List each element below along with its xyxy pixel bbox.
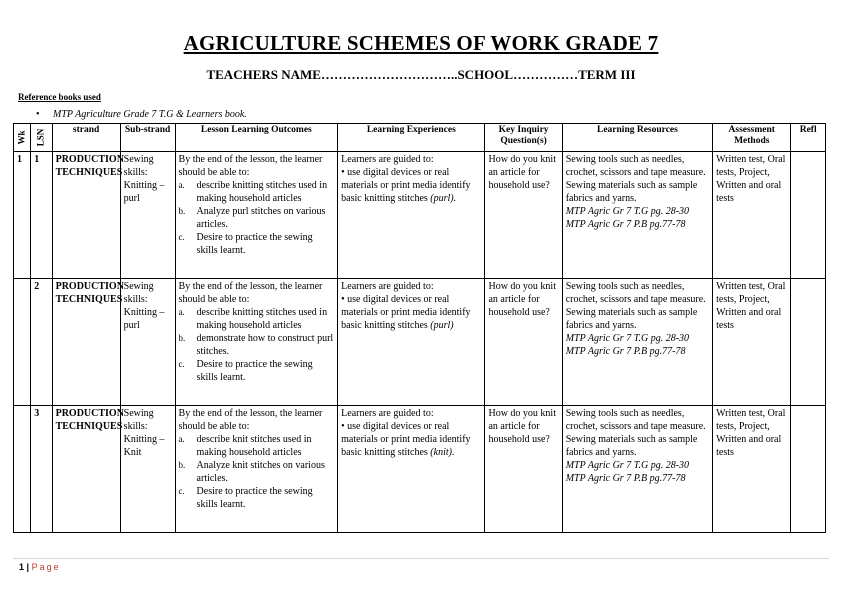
inquiry-cell: How do you knit an article for household use?: [485, 152, 562, 279]
outcome-item: b. Analyze knit stitches on various articles.: [178, 460, 325, 484]
week-cell: [14, 279, 31, 406]
sub-strand-cell: Sewing skills: Knitting –purl: [120, 152, 175, 279]
resources-text: Sewing tools such as needles, crochet, scissors and tape measure. Sewing materials such as sample fabrics and yarns.: [565, 281, 706, 331]
table-row: [14, 406, 826, 533]
header-learning-outcomes: Lesson Learning Outcomes: [175, 124, 338, 152]
experiences-stitch: (knit).: [430, 447, 455, 458]
footer-divider: [13, 558, 829, 559]
outcome-item: c. Desire to practice the sewing skills learnt.: [178, 232, 313, 256]
table-header-row: [14, 124, 826, 152]
outcome-item: c. Desire to practice the sewing skills learnt.: [178, 486, 313, 510]
outcomes-lead: By the end of the lesson, the learner should be able to:: [178, 154, 323, 178]
bullet-icon: •: [36, 109, 40, 120]
document-title: AGRICULTURE SCHEMES OF WORK GRADE 7: [183, 31, 659, 55]
week-cell: [14, 406, 31, 533]
outcomes-lead: By the end of the lesson, the learner should be able to:: [178, 281, 323, 305]
schemes-of-work-table: [13, 123, 826, 533]
lesson-cell: 3: [31, 406, 52, 533]
footer-separator: |: [26, 562, 30, 572]
outcomes-cell: [175, 279, 338, 406]
resource-ref-tg: MTP Agric Gr 7 T.G pg. 28-30: [565, 206, 690, 217]
resource-ref-pb: MTP Agric Gr 7 P.B pg.77-78: [565, 346, 686, 357]
experiences-text: • use digital devices or real materials or print media identify basic knitting stitches: [341, 167, 471, 204]
header-lesson: LSN: [31, 124, 52, 152]
header-learning-resources: Learning Resources: [562, 124, 712, 152]
assessment-cell: Written test, Oral tests, Project, Written and oral tests: [713, 279, 791, 406]
sub-strand-cell: Sewing skills: Knitting –Knit: [120, 406, 175, 533]
outcomes-cell: [175, 406, 338, 533]
resources-text: Sewing tools such as needles, crochet, scissors and tape measure. Sewing materials such as sample fabrics and yarns.: [565, 154, 706, 204]
experiences-stitch: (purl): [430, 320, 454, 331]
experiences-text: • use digital devices or real materials or print media identify basic knitting stitches: [341, 294, 471, 331]
resources-text: Sewing tools such as needles, crochet, scissors and tape measure. Sewing materials such as sample fabrics and yarns.: [565, 408, 706, 458]
header-assessment-methods: Assessment Methods: [713, 124, 791, 152]
strand-cell: PRODUCTION TECHNIQUES: [52, 279, 120, 406]
assessment-cell: Written test, Oral tests, Project, Written and oral tests: [713, 406, 791, 533]
outcome-item: a. describe knitting stitches used in making household articles: [178, 180, 328, 204]
outcome-item: b. Analyze purl stitches on various articles.: [178, 206, 326, 230]
table-row: [14, 152, 826, 279]
outcomes-list: [179, 179, 335, 257]
header-sub-strand: Sub-strand: [120, 124, 175, 152]
experiences-cell: [338, 152, 485, 279]
reference-heading: Reference books used: [18, 92, 101, 102]
experiences-lead: Learners are guided to:: [341, 281, 434, 292]
reference-book-item: [36, 109, 247, 120]
resource-ref-pb: MTP Agric Gr 7 P.B pg.77-78: [565, 473, 686, 484]
teachers-name-line: TEACHERS NAME…………………………..SCHOOL……………TERM III: [206, 67, 636, 82]
page-number: 1: [19, 562, 25, 572]
assessment-cell: Written test, Oral tests, Project, Written and oral tests: [713, 152, 791, 279]
experiences-lead: Learners are guided to:: [341, 408, 434, 419]
inquiry-cell: How do you knit an article for household use?: [485, 406, 562, 533]
page-footer: [19, 562, 61, 572]
experiences-stitch: (purl).: [430, 193, 457, 204]
header-key-inquiry: Key Inquiry Question(s): [485, 124, 562, 152]
experiences-cell: [338, 406, 485, 533]
outcomes-cell: [175, 152, 338, 279]
experiences-text: • use digital devices or real materials or print media identify basic knitting stitches: [341, 421, 471, 458]
resources-cell: [562, 279, 712, 406]
outcome-item: b. demonstrate how to construct purl stitches.: [178, 333, 334, 357]
outcome-item: a. describe knit stitches used in making household articles: [178, 434, 312, 458]
reference-book-text: MTP Agriculture Grade 7 T.G & Learners book.: [53, 109, 247, 120]
header-strand: strand: [52, 124, 120, 152]
header-learning-experiences: Learning Experiences: [338, 124, 485, 152]
header-reflection: Refl: [791, 124, 826, 152]
header-week: Wk: [14, 124, 31, 152]
resources-cell: [562, 152, 712, 279]
outcomes-list: [179, 433, 335, 511]
strand-cell: PRODUCTION TECHNIQUES: [52, 152, 120, 279]
inquiry-cell: How do you knit an article for household use?: [485, 279, 562, 406]
reflection-cell: [791, 406, 826, 533]
strand-cell: PRODUCTION TECHNIQUES: [52, 406, 120, 533]
experiences-lead: Learners are guided to:: [341, 154, 434, 165]
outcome-item: c. Desire to practice the sewing skills learnt.: [178, 359, 313, 383]
week-cell: 1: [14, 152, 31, 279]
sub-strand-cell: Sewing skills: Knitting –purl: [120, 279, 175, 406]
table-row: [14, 279, 826, 406]
experiences-cell: [338, 279, 485, 406]
resource-ref-pb: MTP Agric Gr 7 P.B pg.77-78: [565, 219, 686, 230]
outcomes-lead: By the end of the lesson, the learner should be able to:: [178, 408, 323, 432]
resource-ref-tg: MTP Agric Gr 7 T.G pg. 28-30: [565, 460, 690, 471]
reflection-cell: [791, 152, 826, 279]
lesson-cell: 2: [31, 279, 52, 406]
resources-cell: [562, 406, 712, 533]
lesson-cell: 1: [31, 152, 52, 279]
page-label: Page: [31, 562, 61, 572]
reflection-cell: [791, 279, 826, 406]
resource-ref-tg: MTP Agric Gr 7 T.G pg. 28-30: [565, 333, 690, 344]
outcome-item: a. describe knitting stitches used in making household articles: [178, 307, 328, 331]
outcomes-list: [179, 306, 335, 384]
